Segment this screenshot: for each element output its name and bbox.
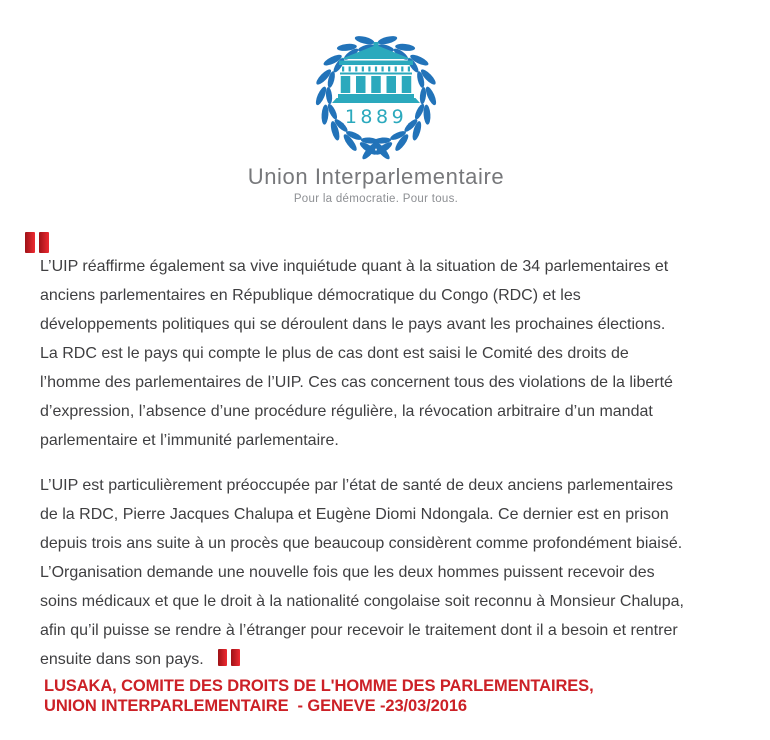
temple-architrave (339, 61, 413, 66)
body-line-text: ensuite dans son pays. (40, 651, 204, 668)
body-line: anciens parlementaires en République démocratique du Congo (RDC) et les (40, 287, 581, 304)
paragraph-2 (40, 471, 684, 674)
body-line: La RDC est le pays qui compte le plus de cas dont est saisi le Comité des droits de (40, 345, 629, 362)
footer-line-1: LUSAKA, COMITE DES DROITS DE L'HOMME DES PARLEMENTAIRES, (44, 677, 594, 695)
temple-columns (341, 76, 412, 93)
logo-year: 1889 (344, 106, 408, 128)
body-line: l’homme des parlementaires de l’UIP. Ces cas concernent tous des violations de la liberté (40, 374, 673, 391)
body-line (40, 645, 684, 674)
press-release-body (40, 252, 684, 674)
footer-line-2: UNION INTERPARLEMENTAIRE - GENEVE -23/03/2016 (44, 697, 467, 715)
body-line: afin qu’il puisse se rendre à l’étranger pour recevoir le traitement dont il a besoin et rentrer (40, 622, 678, 639)
body-line: développements politiques qui se déroulent dans le pays avant les prochaines élections. (40, 316, 666, 333)
quote-bar (39, 232, 49, 253)
temple-base (332, 98, 420, 103)
temple-icon (332, 42, 420, 103)
quote-bar (25, 232, 35, 253)
body-line: depuis trois ans suite à un procès que beaucoup considèrent comme profondément biaisé. (40, 535, 683, 552)
close-quote-icon (218, 649, 244, 666)
ipu-logo-block (0, 26, 770, 207)
paragraph-gap (40, 455, 684, 471)
body-line: L’Organisation demande une nouvelle fois que les deux hommes puissent recevoir des (40, 564, 655, 581)
body-line: de la RDC, Pierre Jacques Chalupa et Eugène Diomi Ndongala. Ce dernier est en prison (40, 506, 669, 523)
body-line: L’UIP réaffirme également sa vive inquiétude quant à la situation de 34 parlementaires et (40, 258, 669, 275)
body-line: soins médicaux et que le droit à la nationalité congolaise soit reconnu à Monsieur Chalupa, (40, 593, 684, 610)
org-name: Union Interparlementaire (247, 164, 505, 189)
temple-rail (340, 73, 412, 75)
paragraph-1 (40, 252, 684, 455)
body-line: L’UIP est particulièrement préoccupée par l’état de santé de deux anciens parlementaires (40, 477, 673, 494)
body-line: parlementaire et l’immunité parlementaire. (40, 432, 339, 449)
open-quote-icon (25, 232, 53, 253)
quote-bar (218, 649, 227, 666)
body-line: d’expression, l’absence d’une procédure régulière, la révocation arbitraire d’un mandat (40, 403, 653, 420)
quote-bar (231, 649, 240, 666)
ipu-logo (248, 26, 505, 207)
press-release-footer (44, 676, 594, 716)
ipu-logo-icon (301, 26, 451, 162)
org-tagline: Pour la démocratie. Pour tous. (293, 193, 459, 205)
temple-stylobate (338, 94, 414, 98)
temple-frieze (342, 67, 410, 72)
